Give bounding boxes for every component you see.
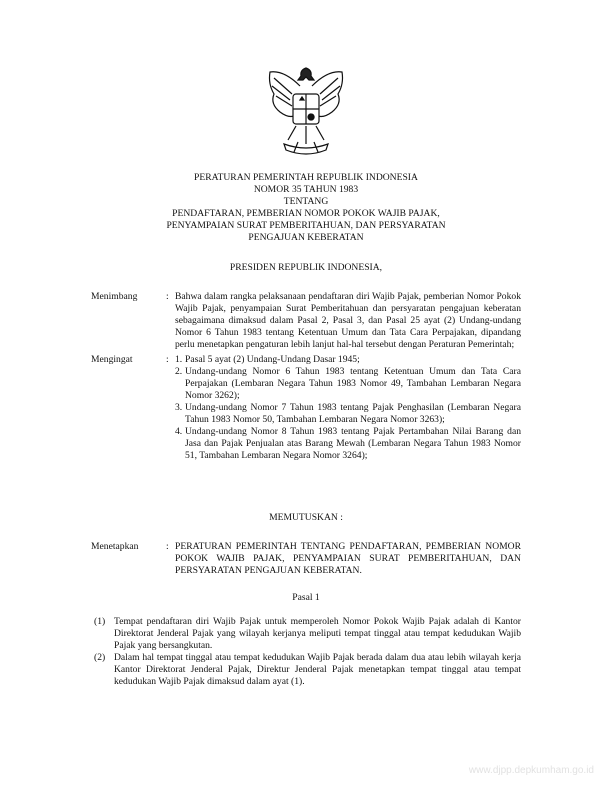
colon: : (166, 354, 169, 365)
title-line: NOMOR 35 TAHUN 1983 (253, 184, 359, 195)
item-number: 3. (175, 402, 183, 413)
item-number: 2. (175, 366, 183, 377)
list-item (175, 402, 521, 426)
president-heading: PRESIDEN REPUBLIK INDONESIA, (229, 262, 383, 273)
title-line: TENTANG (283, 196, 329, 207)
colon: : (166, 291, 169, 302)
memutuskan-heading: MEMUTUSKAN : (269, 512, 343, 523)
title-line: PENGAJUAN KEBERATAN (248, 232, 364, 243)
item-number: 1. (175, 354, 183, 365)
item-text: Pasal 5 ayat (2) Undang-Undang Dasar 1945; (185, 354, 360, 365)
list-item (175, 426, 521, 462)
garuda-emblem-icon (262, 64, 350, 162)
ayat-text: Tempat pendaftaran diri Wajib Pajak untuk memperoleh Nomor Pokok Wajib Pajak adalah di Kantor Direktorat Jenderal Pajak yang wilayah kerjanya meliputi tempat tinggal atau tempat kedudukan Wajib Pajak yang bersangkutan. (114, 616, 521, 651)
list-item (175, 366, 521, 402)
ayat-item (94, 652, 521, 688)
item-number: 4. (175, 426, 183, 437)
menetapkan-text: PERATURAN PEMERINTAH TENTANG PENDAFTARAN, PEMBERIAN NOMOR POKOK WAJIB PAJAK, PENYAMPAIAN SURAT PEMBERITAHUAN, DAN PERSYARATAN PENGAJUAN KEBERATAN. (175, 541, 521, 576)
pasal-1-body (94, 616, 521, 688)
ayat-text: Dalam hal tempat tinggal atau tempat kedudukan Wajib Pajak berada dalam dua atau lebih wilayah kerja Kantor Direktorat Jenderal Pajak, Direktur Jenderal Pajak menetapkan tempat tinggal atau tempat kedudukan Wajib Pajak dimaksud dalam ayat (1). (114, 652, 521, 687)
title-line: PENYAMPAIAN SURAT PEMBERITAHUAN, DAN PERSYARATAN (166, 220, 446, 231)
pasal-title: Pasal 1 (292, 592, 320, 603)
item-text: Undang-undang Nomor 6 Tahun 1983 tentang Ketentuan Umum dan Tata Cara Perpajakan (Lembaran Negara Tahun 1983 Nomor 49, Tambahan Lembaran Negara Nomor 3262); (185, 366, 521, 401)
ayat-number: (1) (94, 616, 106, 627)
ayat-number: (2) (94, 652, 106, 663)
menimbang-text: Bahwa dalam rangka pelaksanaan pendaftaran diri Wajib Pajak, pemberian Nomor Pokok Wajib Pajak, penyampaian Surat Pemberitahuan dan persyaratan pengajuan keberatan sebagaimana dimaksud dalam Pasal 2, Pasal 3, dan Pasal 25 ayat (2) Undang-undang Nomor 6 Tahun 1983 tentang Ketentuan Umum dan Tata Cara Perpajakan, dipandang perlu menetapkan pengaturan lebih lanjut hal-hal tersebut dengan Peraturan Pemerintah; (175, 291, 521, 350)
list-item (175, 354, 521, 366)
item-text: Undang-undang Nomor 7 Tahun 1983 tentang Pajak Penghasilan (Lembaran Negara Tahun 1983 Nomor 50, Tambahan Lembaran Negara Nomor 3263); (185, 402, 521, 425)
ayat-item (94, 616, 521, 652)
title-line: PENDAFTARAN, PEMBERIAN NOMOR POKOK WAJIB PAJAK, (172, 208, 440, 219)
title-line: PERATURAN PEMERINTAH REPUBLIK INDONESIA (194, 172, 418, 183)
mengingat-label: Mengingat (91, 354, 133, 365)
colon: : (166, 541, 169, 552)
menetapkan-label: Menetapkan (91, 541, 139, 552)
item-text: Undang-undang Nomor 8 Tahun 1983 tentang Pajak Pertambahan Nilai Barang dan Jasa dan Pajak Penjualan atas Barang Mewah (Lembaran Negara Tahun 1983 Nomor 51, Tambahan Lembaran Negara Nomor 3264); (185, 426, 521, 461)
watermark: www.djpp.depkumham.go.id (468, 765, 594, 776)
menimbang-label: Menimbang (91, 291, 138, 302)
